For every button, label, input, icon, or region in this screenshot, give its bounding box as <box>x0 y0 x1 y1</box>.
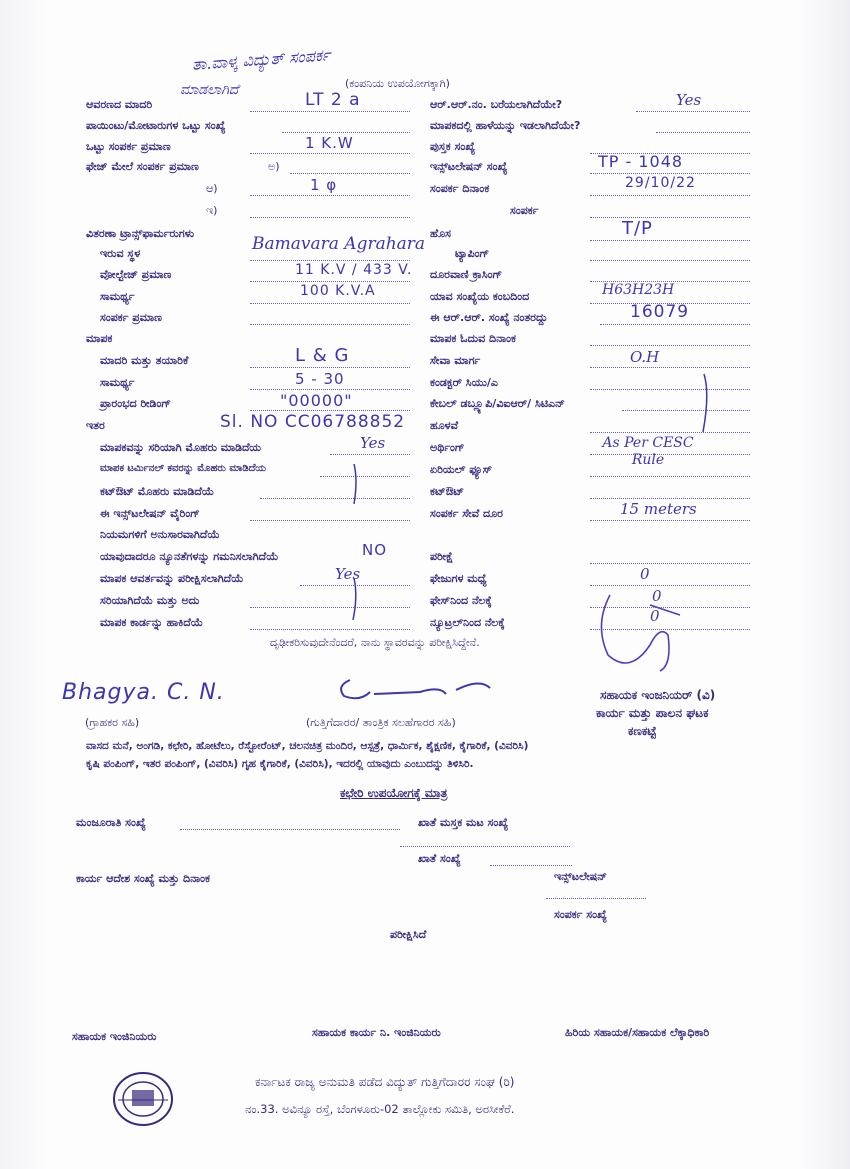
capacity-value: 100 K.V.A <box>300 283 376 299</box>
customer-signature: Bhagya. C. N. <box>62 680 225 705</box>
distance-label: ಸಂಪರ್ಕ ಸೇವೆ ದೂರ <box>430 507 503 520</box>
association-name: ಕರ್ನಾಟಕ ರಾಜ್ಯ ಅನುಮತಿ ಪಡೆದ ವಿದ್ಯುತ್ ಗುತ್ತಿಗೆದಾರರ ಸಂಘ (ರಿ) <box>255 1075 515 1089</box>
footer-ao: ಹಿರಿಯ ಸಹಾಯಕ/ಸಹಾಯಕ ಲೆಕ್ಕಾಧಿಕಾರಿ <box>565 1026 710 1039</box>
tick-mark-right <box>690 370 720 440</box>
meter-card-label: ಮಾಪಕ ಕಾರ್ಡನ್ನು ಹಾಕಿದೆಯೆ <box>100 616 204 629</box>
meter-cap-label: ಸಾಮರ್ಥ್ಯ <box>100 376 135 389</box>
location-label: ಇರುವ ಸ್ಥಳ <box>100 247 141 260</box>
installation-label: ಇನ್ಸ್‌ಟಲೇಷನ್ <box>554 870 607 883</box>
transformer-label: ವಿತರಣಾ ಟ್ರಾನ್ಸ್‌ಫಾರ್ಮರುಗಳು <box>86 227 195 240</box>
tapping-label: ಟ್ಯಾಪಿಂಗ್ <box>455 247 490 260</box>
cutout-label: ಕಟ್‌ಔಟ್ <box>430 485 464 498</box>
phase-earth-value: 0 <box>652 587 662 605</box>
wiring-label: ಈ ಇನ್ಸ್‌ಟಲೇಷನ್ ವೈರಿಂಗ್ <box>100 507 200 520</box>
confirm-text: ದೃಢೀಕರಿಸುವುದೇನೆಂದರೆ, ನಾನು ಸ್ಥಾವರವನ್ನು ಪರೀಕ್ಷಿಸಿದ್ದೇನೆ. <box>270 636 480 649</box>
ae-stamp-line2: ಕಾರ್ಯ ಮತ್ತು ಪಾಲನ ಘಟಕ <box>596 706 709 720</box>
rr-after-label: ಈ ಆರ್.ಆರ್. ಸಂಖ್ಯೆ ನಂತರದ್ದು <box>430 311 548 324</box>
stamp-text-2: ಮಾಡಲಾಗಿದೆ <box>180 82 239 98</box>
other-value: Sl. NO CC06788852 <box>220 412 406 432</box>
meter-damage-label: ಮಾಪಕದಲ್ಲಿ ಹಾಳೆಯನ್ನು ಇಡಲಾಗಿದೆಯೇ? <box>430 119 581 132</box>
creep-label: ಮಾಪಕ ಆವರ್ತವನ್ನು ಪರೀಕ್ಷಿಸಲಾಗಿದೆಯೆ <box>100 572 244 585</box>
pole-label: ಯಾವ ಸಂಖ್ಯೆಯ ಕಂಬದಿಂದ <box>430 290 530 303</box>
valve-label: ಹೂಳವೆ <box>430 419 459 432</box>
aerial-fuse-label: ಏರಿಯಲ್ ಫ್ಯೂಸ್ <box>430 463 492 476</box>
make-value: L & G <box>295 345 350 366</box>
association-address: ನಂ.33. ಅವಿನ್ಯೂ ರಸ್ತೆ, ಬೆಂಗಳೂರು-02 ತಾಲ್ಲೋಕು ಸಮಿತಿ, ಅರಸೀಕೆರೆ. <box>245 1102 515 1116</box>
cable-label: ಕೇಬಲ್ ಡಬ್ಲ್ಯೂಪಿ/ವಿಐಆರ್/ ಸಿಟಿಎನ್ <box>430 397 565 410</box>
initial-reading-value: "00000" <box>280 391 353 410</box>
between-phases-label: ಫೇಜುಗಳ ಮಧ್ಯೆ <box>430 572 487 585</box>
neutral-earth-value: 0 <box>650 607 660 625</box>
checked-label: ಪರೀಕ್ಷಿಸಿದೆ <box>390 928 427 941</box>
voltage-label: ವೋಲ್ಟೇಜ್ ಪ್ರಮಾಣ <box>100 268 172 281</box>
conn-label: ಸಂಪರ್ಕ <box>510 204 539 217</box>
phase-c-label: ಇ) <box>206 204 218 217</box>
pole-value: H63H23H <box>602 282 675 298</box>
seal2-label: ಮಾಪಕ ಟರ್ಮಿನಲ್ ಕವರನ್ನು ಮೊಹರು ಮಾಡಿದೆಯ <box>100 463 266 474</box>
meter-label: ಮಾಪಕ <box>86 332 113 345</box>
service-line-value: O.H <box>630 348 660 366</box>
rr-after-value: 16079 <box>630 302 690 322</box>
initial-reading-label: ಪ್ರಾರಂಭದ ರೀಡಿಂಗ್ <box>100 397 171 410</box>
between-phases-value: 0 <box>640 565 650 583</box>
test-label: ಪರೀಕ್ಷೆ <box>430 550 454 563</box>
footer-aee: ಸಹಾಯಕ ಕಾರ್ಯ ನಿ. ಇಂಜಿನಿಯರು <box>312 1026 441 1039</box>
conductor-label: ಕಂಡಕ್ಟರ್ ಸಿಯು/ಎ <box>430 376 498 389</box>
conn-date-value: 29/10/22 <box>625 175 696 191</box>
ae-stamp-line3: ಕಣಕಟ್ಟೆ <box>628 724 657 738</box>
cutout-seal-label: ಕಟ್‌ಔಟ್ ಮೊಹರು ಮಾಡಿದೆಯೆ <box>100 485 215 498</box>
location-value: Bamavara Agrahara <box>252 234 426 254</box>
sanction-label: ಮಂಜೂರಾತಿ ಸಂಖ್ಯೆ <box>76 816 146 829</box>
seal1-label: ಮಾಪಕವನ್ನು ಸರಿಯಾಗಿ ಮೊಹರು ಮಾಡಿದೆಯ <box>100 441 262 454</box>
rr-written-label: ಆರ್.ಆರ್.ನಂ. ಬರೆಯಲಾಗಿದೆಯೇ? <box>430 98 563 111</box>
conn-qty-label: ಸಂಪರ್ಕ ಪ್ರಮಾಣ <box>100 311 162 324</box>
rules-label: ನಿಯಮಗಳಿಗೆ ಅನುಸಾರವಾಗಿದೆಯೆ <box>100 528 220 541</box>
company-use-heading: (ಕಂಪನಿಯ ಉಪಯೋಗಕ್ಕಾಗಿ) <box>345 77 450 90</box>
contractor-sign-label: (ಗುತ್ತಿಗೆದಾರರ/ ತಾಂತ್ರಿಕ ಸಲಹೆಗಾರರ ಸಹಿ) <box>306 716 456 729</box>
load-value: 1 K.W <box>305 134 354 152</box>
earthing-value: As Per CESC Rule <box>602 435 694 468</box>
account-label: ಖಾತೆ ಸಂಖ್ಯೆ <box>418 852 461 865</box>
new-label: ಹೊಸ <box>430 227 451 240</box>
creep-value: Yes <box>335 565 361 583</box>
phase-a-label: ಅ) <box>268 160 280 173</box>
footer-ae: ಸಹಾಯಕ ಇಂಜಿನಿಯರು <box>72 1030 157 1043</box>
phase-b-label: ಆ) <box>206 182 218 195</box>
ae-stamp-line1: ಸಹಾಯಕ ಇಂಜನಿಯರ್ (ವಿ) <box>600 688 716 702</box>
book-label: ಪುಸ್ತಕ ಸಂಖ್ಯೆ <box>430 140 476 153</box>
work-order-label: ಕಾರ್ಯ ಆದೇಶ ಸಂಖ್ಯೆ ಮತ್ತು ದಿನಾಂಕ <box>76 872 210 885</box>
defects-label: ಯಾವುದಾದರೂ ನ್ಯೂನತೆಗಳನ್ನು ಗಮನಿಸಲಾಗಿದೆಯೆ <box>100 550 279 563</box>
usage-text-2: ಕೃಷಿ ಪಂಪಿಂಗ್, ಇತರ ಪಂಪಿಂಗ್, (ವಿವರಿಸಿ) ಗೃಹ ಕೈಗಾರಿಕೆ, (ವಿವರಿಸಿ), ಇದರಲ್ಲಿ ಯಾವುದು ಎಂಬುದನ್ನು ತಿಳಿಸಿರಿ. <box>86 758 474 770</box>
usage-text-1: ವಾಸದ ಮನೆ, ಅಂಗಡಿ, ಕಛೇರಿ, ಹೋಟೆಲು, ರೆಸ್ಟೋರೆಂಟ್, ಚಲನಚಿತ್ರ ಮಂದಿರ, ಆಸ್ಪತ್ರೆ, ಧಾರ್ಮಿಕ, ಶೈಕ್ಷಣಿಕ, ಕೈಗಾರಿಕೆ, (ವಿವರಿಸಿ) <box>86 740 529 752</box>
telephone-crossing-label: ದೂರವಾಣಿ ಕ್ರಾಸಿಂಗ್ <box>430 268 503 281</box>
points-label: ಪಾಯಿಂಟು/ಮೋಟಾರುಗಳ ಒಟ್ಟು ಸಂಖ್ಯೆ <box>86 119 226 132</box>
tick-marks-left <box>340 460 370 630</box>
defects-value: NO <box>362 541 388 559</box>
phase-earth-label: ಫೇಸ್‌ನಿಂದ ನೆಲಕ್ಕೆ <box>430 594 492 607</box>
conn-date-label: ಸಂಪರ್ಕ ದಿನಾಂಕ <box>430 182 490 195</box>
phase-b-value: 1 φ <box>310 176 338 194</box>
ledger-label: ಖಾತೆ ಮಸ್ತಕ ಮಟ ಸಂಖ್ಯೆ <box>418 816 509 829</box>
new-value: T/P <box>622 218 653 239</box>
distance-value: 15 meters <box>620 500 697 518</box>
association-logo <box>112 1070 174 1128</box>
install-label: ಇನ್ಸ್‌ಟಲೇಷನ್ ಸಂಖ್ಯೆ <box>430 160 508 173</box>
tariff-value: LT 2 a <box>305 90 361 110</box>
customer-sign-label: (ಗ್ರಾಹಕರ ಸಹಿ) <box>85 716 140 729</box>
reading-day-label: ಮಾಪಕ ಓದುವ ದಿನಾಂಕ <box>430 332 516 345</box>
tariff-label: ಆವರಣದ ಮಾದರಿ <box>86 98 153 111</box>
engineer-signature <box>590 575 700 685</box>
earthing-label: ಅರ್ಥಿಂಗ್ <box>430 441 465 454</box>
service-line-label: ಸೇವಾ ಮಾರ್ಗ <box>430 354 481 367</box>
neutral-earth-label: ನ್ಯೂಟ್ರಲ್‌ನಿಂದ ನೆಲಕ್ಕೆ <box>430 616 505 629</box>
correct-label: ಸರಿಯಾಗಿದೆಯೆ ಮತ್ತು ಅದು <box>100 594 200 607</box>
contractor-signature <box>330 672 500 708</box>
stamp-text: ತಾ.ವಾಳ್ಕ ವಿದ್ಯುತ್ ಸಂಪರ್ಕ <box>191 45 331 74</box>
seal1-value: Yes <box>360 434 386 452</box>
rr-written-value: Yes <box>676 91 702 109</box>
conn-number-label: ಸಂಪರ್ಕ ಸಂಖ್ಯೆ <box>554 908 607 921</box>
capacity-label: ಸಾಮರ್ಥ್ಯ <box>100 290 135 303</box>
phase-label: ಫೇಜ್ ಮೇಲೆ ಸಂಪರ್ಕ ಪ್ರಮಾಣ <box>86 160 199 173</box>
make-label: ಮಾದರಿ ಮತ್ತು ತಯಾರಿಕೆ <box>100 354 189 367</box>
voltage-value: 11 K.V / 433 V. <box>295 262 413 278</box>
load-label: ಒಟ್ಟು ಸಂಪರ್ಕ ಪ್ರಮಾಣ <box>86 140 171 153</box>
install-value: TP - 1048 <box>598 152 684 171</box>
other-label: ಇತರ <box>86 419 105 432</box>
office-use-title: ಕಛೇರಿ ಉಪಯೋಗಕ್ಕೆ ಮಾತ್ರ <box>340 786 448 800</box>
meter-cap-value: 5 - 30 <box>295 370 345 388</box>
